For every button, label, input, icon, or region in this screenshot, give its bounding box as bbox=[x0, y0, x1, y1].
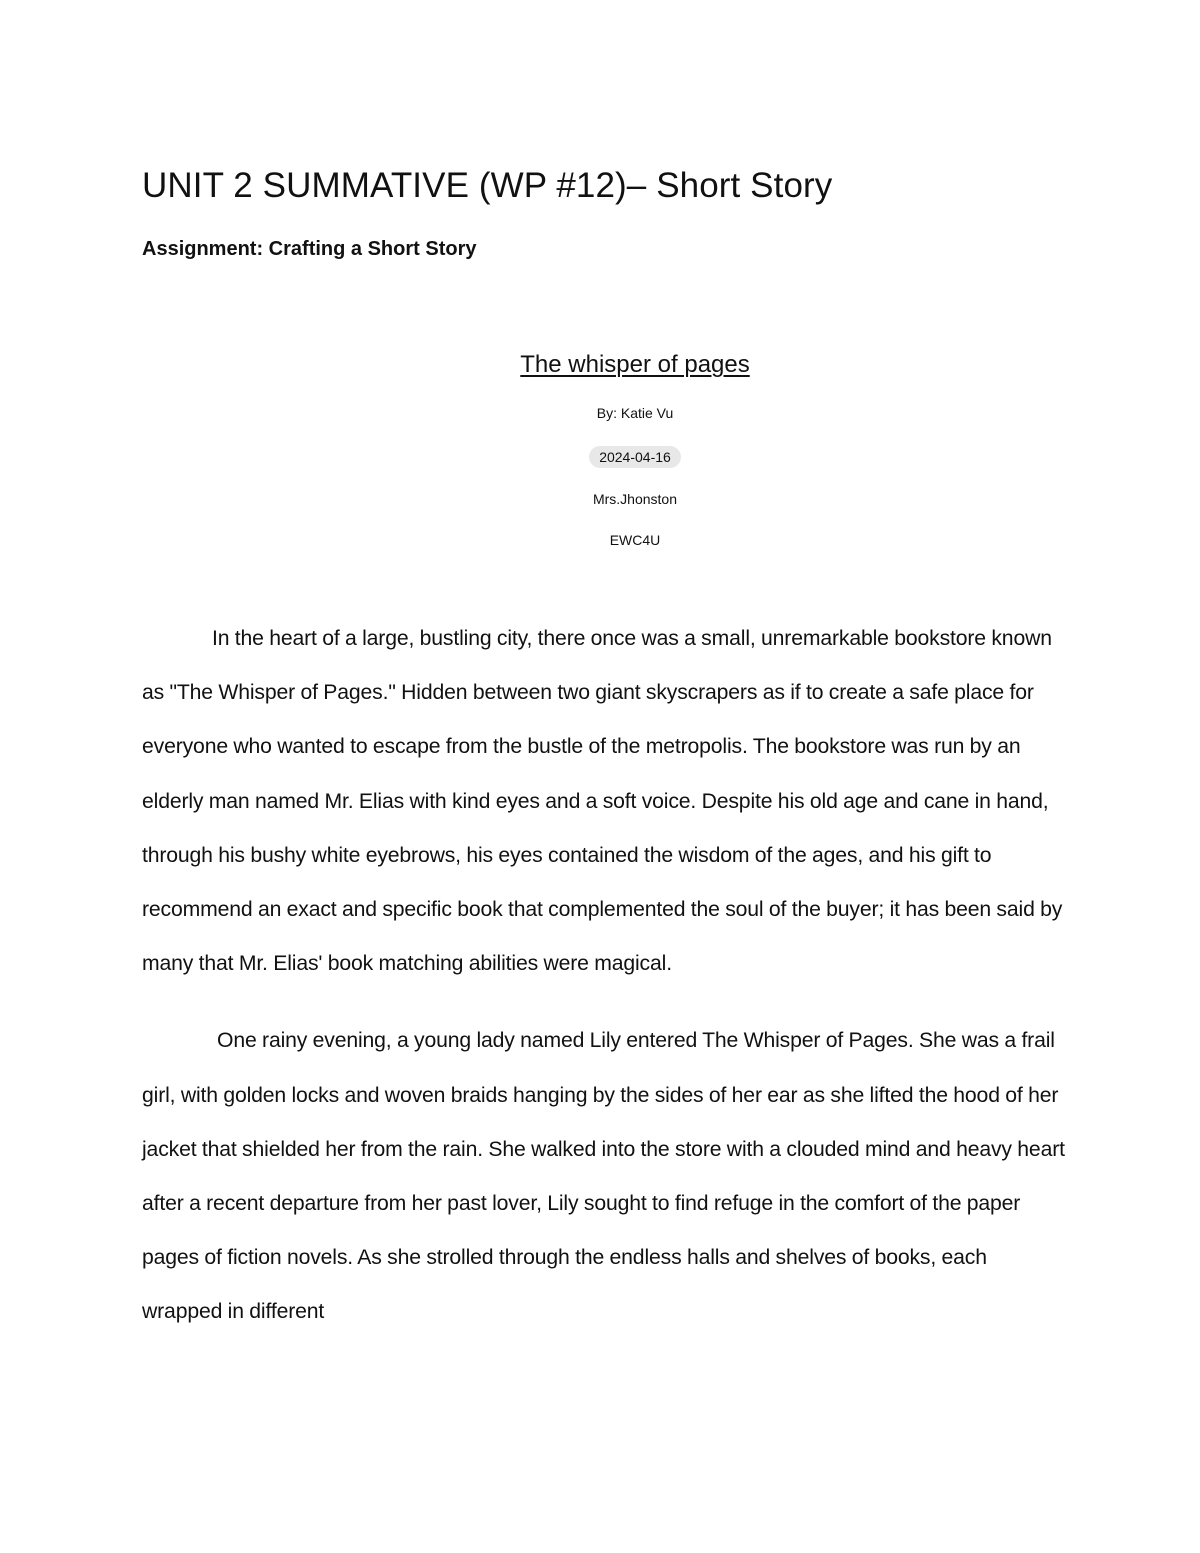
paragraph: One rainy evening, a young lady named Lily entered The Whisper of Pages. She was a frail girl, with golden locks and woven braids hanging by the sides of her ear as she lifted the hood of her jacket that shielded her from the rain. She walked into the store with a clouded mind and heavy heart after a recent departure from her past lover, Lily sought to find refuge in the comfort of the paper pages of fiction novels. As she strolled through the endless halls and shelves of books, each wrapped in different bbox=[142, 1029, 1065, 1324]
story-header bbox=[142, 348, 1128, 550]
course-code: EWC4U bbox=[609, 532, 661, 548]
date-chip[interactable]: 2024-04-16 bbox=[589, 446, 681, 468]
author-byline: By: Katie Vu bbox=[596, 405, 674, 421]
story-title: The whisper of pages bbox=[520, 351, 750, 378]
teacher-name: Mrs.Jhonston bbox=[592, 491, 678, 507]
paragraph: In the heart of a large, bustling city, there once was a small, unremarkable bookstore known as "The Whisper of Pages." Hidden between two giant skyscrapers as if to create a safe place for everyone who wanted to escape from the bustle of the metropolis. The bookstore was run by an elderly man named Mr. Elias with kind eyes and a soft voice. Despite his old age and cane in hand, through his bushy white eyebrows, his eyes contained the wisdom of the ages, and his gift to recommend an exact and specific book that complemented the soul of the buyer; it has been said by many that Mr. Elias' book matching abilities were magical. bbox=[142, 627, 1063, 976]
document-title: UNIT 2 SUMMATIVE (WP #12)– Short Story bbox=[142, 166, 833, 205]
story-body bbox=[142, 612, 1072, 1340]
assignment-heading: Assignment: Crafting a Short Story bbox=[142, 238, 477, 260]
